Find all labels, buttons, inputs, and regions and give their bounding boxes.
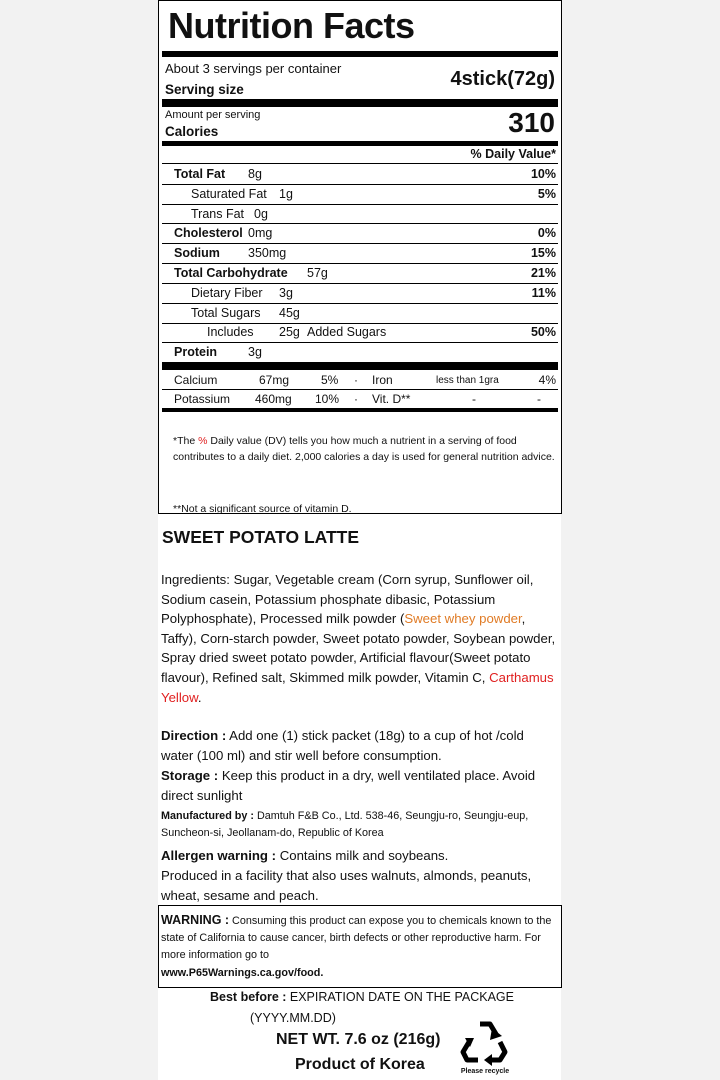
servings-per-container: About 3 servings per container <box>165 61 342 76</box>
mineral-name: Calcium <box>174 373 218 387</box>
calories-label: Calories <box>165 124 219 139</box>
nutrient-amount: 57g <box>307 266 328 280</box>
storage-text: Keep this product in a dry, well ventilated place. Avoid direct sunlight <box>161 768 536 803</box>
recycle-text: Please recycle <box>460 1068 510 1075</box>
row-divider <box>162 283 558 284</box>
net-weight: NET WT. 7.6 oz (216g) <box>276 1031 441 1048</box>
best-before-label: Best before : <box>210 990 287 1004</box>
row-divider <box>162 389 558 390</box>
recycle-icon <box>458 1016 512 1078</box>
direction-label: Direction : <box>161 728 227 743</box>
nutrient-amount: 25g <box>279 325 300 339</box>
row-divider <box>162 184 558 185</box>
thick-divider <box>162 51 558 57</box>
serving-size-value: 4stick(72g) <box>450 68 555 90</box>
nutrient-dv: 50% <box>530 325 556 339</box>
product-name: SWEET POTATO LATTE <box>162 527 360 547</box>
row-divider <box>162 243 558 244</box>
recycle-icon-graphic <box>458 1016 512 1068</box>
mineral-dv: 4% <box>538 373 556 387</box>
best-before <box>210 990 550 1004</box>
thick-divider <box>162 362 558 370</box>
mineral-name: Vit. D** <box>372 392 411 406</box>
footnote-percent: % <box>198 435 208 447</box>
nutrient-amount: 3g <box>279 286 293 300</box>
mineral-dv: - <box>537 392 541 406</box>
nutrient-dv: 0% <box>537 226 556 240</box>
mineral-amount: 460mg <box>255 392 292 406</box>
row-divider <box>162 263 558 264</box>
nutrient-amount: 350mg <box>248 246 287 260</box>
allergen-label: Allergen warning : <box>161 848 277 863</box>
row-divider <box>162 342 558 343</box>
medium-divider <box>162 141 558 146</box>
nutrient-dv: 15% <box>530 246 556 260</box>
nutrient-extra: Added Sugars <box>307 325 387 339</box>
footnote-vitamin-d: **Not a significant source of vitamin D. <box>173 503 352 515</box>
nutrient-name: Sodium <box>174 246 220 260</box>
separator-dot: · <box>354 373 358 387</box>
origin: Product of Korea <box>295 1056 425 1073</box>
ingredients-text: . <box>197 689 202 705</box>
nutrient-amount: 0g <box>254 207 268 221</box>
serving-size-label: Serving size <box>165 82 244 97</box>
amount-per-serving: Amount per serving <box>165 109 261 121</box>
nutrient-name: Protein <box>174 345 218 359</box>
nutrition-facts-panel <box>158 0 562 514</box>
nutrient-dv: 5% <box>537 187 556 201</box>
nutrient-dv: 11% <box>531 286 556 300</box>
daily-value-header: % Daily Value* <box>470 147 556 161</box>
nutrient-dv: 21% <box>530 266 556 280</box>
thick-divider <box>162 99 558 107</box>
footnote-text: Daily value (DV) tells you how much a nutrient in a serving of food contributes to a daily diet. 2,000 calories a day is used for general nutrition advice. <box>173 435 555 463</box>
nutrient-name: Saturated Fat <box>191 187 267 201</box>
ingredients-text: Ingredients: Sugar, Vegetable cream (Corn syrup, Sunflower oil, Sodium casein, Potassium phosphate dibasic, Potassium Polyphosphate), Processed milk powder ( <box>161 572 534 627</box>
warning-url: www.P65Warnings.ca.gov/food. <box>161 966 324 979</box>
ingredients <box>161 570 559 707</box>
nutrient-name: Includes <box>207 325 254 339</box>
storage-label: Storage : <box>161 768 219 783</box>
warning-text: Consuming this product can expose you to chemicals known to the state of California to cause cancer, birth defects or other reproductive harm. For more information go to <box>161 915 552 962</box>
calories-value: 310 <box>508 107 555 138</box>
row-divider <box>162 163 558 164</box>
allergen-text: Contains milk and soybeans. <box>276 848 449 863</box>
nutrient-name: Total Carbohydrate <box>174 266 288 280</box>
separator-dot: · <box>354 392 358 406</box>
row-divider <box>162 223 558 224</box>
ingredients-text: , Taffy), Corn-starch powder, Sweet potato powder, Soybean powder, Spray dried sweet potato powder, Artificial flavour(Sweet potato flavour), Refined salt, Skimmed milk powder, Vitamin C, <box>161 611 556 685</box>
medium-divider <box>162 408 558 412</box>
warning-box <box>158 905 562 988</box>
nutrient-name: Cholesterol <box>174 226 243 240</box>
best-before-text: EXPIRATION DATE ON THE PACKAGE <box>286 990 514 1004</box>
nutrient-name: Total Fat <box>174 167 226 181</box>
nutrient-amount: 45g <box>279 306 300 320</box>
nutrient-amount: 1g <box>279 187 293 201</box>
footnote-prefix: *The <box>173 435 199 447</box>
nutrient-name: Dietary Fiber <box>191 286 263 300</box>
facility-notice: Produced in a facility that also uses walnuts, almonds, peanuts, wheat, sesame and peach. <box>161 868 532 903</box>
mineral-name: Iron <box>372 373 393 387</box>
mineral-dv: 5% <box>321 373 339 387</box>
row-divider <box>162 323 558 324</box>
nutrient-name: Trans Fat <box>191 207 245 221</box>
allergen <box>161 846 559 866</box>
manufacturer <box>161 808 559 842</box>
nutrient-dv: 10% <box>530 167 556 181</box>
nutrition-title: Nutrition Facts <box>168 5 415 46</box>
ingredient-highlight-red: Carthamus Yellow <box>161 669 554 705</box>
nutrient-amount: 0mg <box>248 226 273 240</box>
nutrient-amount: 8g <box>248 167 262 181</box>
row-divider <box>162 204 558 205</box>
mineral-amount: 67mg <box>259 373 290 387</box>
manufactured-text: Damtuh F&B Co., Ltd. 538-46, Seungju-ro, Seungju-eup, Suncheon-si, Jeollanam-do, Republic of Korea <box>161 810 529 839</box>
direction <box>161 726 559 765</box>
direction-text: Add one (1) stick packet (18g) to a cup of hot /cold water (100 ml) and stir well before consumption. <box>161 728 524 763</box>
row-divider <box>162 303 558 304</box>
mineral-amount: - <box>472 392 476 406</box>
manufactured-label: Manufactured by : <box>161 810 254 822</box>
nutrient-amount: 3g <box>248 345 262 359</box>
warning-label: WARNING : <box>161 913 230 927</box>
footnote <box>173 433 558 465</box>
mineral-dv: 10% <box>315 392 340 406</box>
storage <box>161 766 559 805</box>
date-format: (YYYY.MM.DD) <box>250 1011 336 1025</box>
nutrient-name: Total Sugars <box>191 306 261 320</box>
ingredient-highlight-orange: Sweet whey powder <box>404 611 522 627</box>
warning-text-block <box>161 912 556 982</box>
mineral-name: Potassium <box>174 392 231 406</box>
mineral-amount: less than 1gra <box>436 375 499 386</box>
